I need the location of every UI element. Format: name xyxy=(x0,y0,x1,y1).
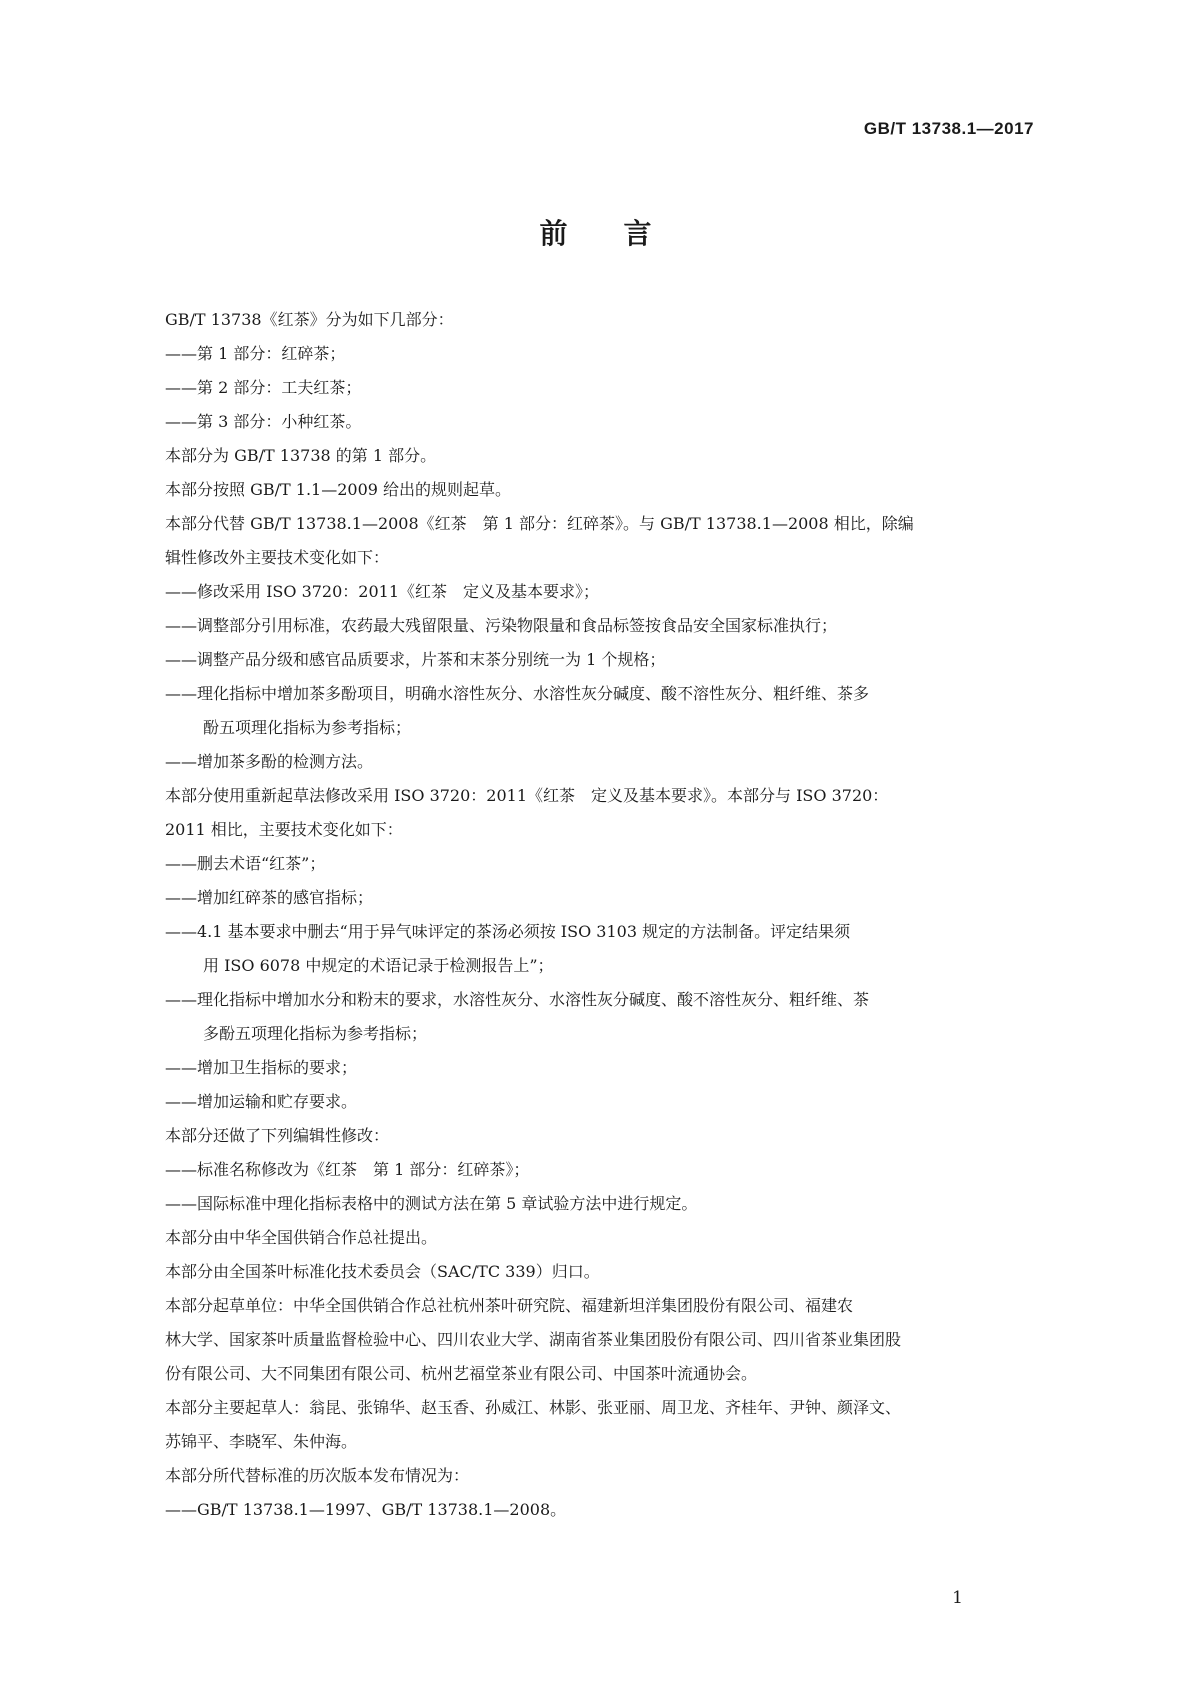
list-item: ——删去术语“红茶”； xyxy=(165,854,326,873)
list-item: ——修改采用 ISO 3720：2011《红茶 定义及基本要求》； xyxy=(165,582,600,601)
paragraph: 本部分还做了下列编辑性修改： xyxy=(165,1126,390,1145)
paragraph-continuation: 林大学、国家茶叶质量监督检验中心、四川农业大学、湖南省茶业集团股份有限公司、四川省茶业集团股 xyxy=(165,1330,902,1349)
list-item: ——标准名称修改为《红茶 第 1 部分：红碎茶》； xyxy=(165,1160,530,1179)
list-item: ——国际标准中理化指标表格中的测试方法在第 5 章试验方法中进行规定。 xyxy=(165,1194,698,1213)
paragraph-continuation: 苏锦平、李晓军、朱仲海。 xyxy=(165,1432,358,1451)
list-item-continuation: 多酚五项理化指标为参考指标； xyxy=(203,1024,428,1043)
list-item: ——调整产品分级和感官品质要求，片茶和末茶分别统一为 1 个规格； xyxy=(165,650,666,669)
list-item: ——增加红碎茶的感官指标； xyxy=(165,888,374,907)
paragraph: 本部分由全国茶叶标准化技术委员会（SAC/TC 339）归口。 xyxy=(165,1262,600,1281)
list-item: ——第 3 部分：小种红茶。 xyxy=(165,412,362,431)
list-item: ——理化指标中增加茶多酚项目，明确水溶性灰分、水溶性灰分碱度、酸不溶性灰分、粗纤维、茶多 xyxy=(165,684,870,703)
list-item-continuation: 用 ISO 6078 中规定的术语记录于检测报告上”； xyxy=(203,956,554,975)
list-item: ——调整部分引用标准，农药最大残留限量、污染物限量和食品标签按食品安全国家标准执行； xyxy=(165,616,838,635)
paragraph-continuation: 辑性修改外主要技术变化如下： xyxy=(165,548,390,567)
list-item: ——理化指标中增加水分和粉末的要求，水溶性灰分、水溶性灰分碱度、酸不溶性灰分、粗纤维、茶 xyxy=(165,990,870,1009)
list-item: ——增加茶多酚的检测方法。 xyxy=(165,752,374,771)
list-item: ——增加卫生指标的要求； xyxy=(165,1058,358,1077)
list-item: ——增加运输和贮存要求。 xyxy=(165,1092,358,1111)
list-item: ——GB/T 13738.1—1997、GB/T 13738.1—2008。 xyxy=(165,1500,567,1519)
paragraph: 本部分使用重新起草法修改采用 ISO 3720：2011《红茶 定义及基本要求》。本部分与 ISO 3720： xyxy=(165,786,889,805)
page-title xyxy=(0,212,1191,252)
title-char-1: 前 xyxy=(539,217,568,250)
paragraph: 本部分由中华全国供销合作总社提出。 xyxy=(165,1228,438,1247)
paragraph: 本部分为 GB/T 13738 的第 1 部分。 xyxy=(165,446,437,465)
paragraph: 本部分按照 GB/T 1.1—2009 给出的规则起草。 xyxy=(165,480,512,499)
list-item: ——第 2 部分：工夫红茶； xyxy=(165,378,362,397)
paragraph: 本部分所代替标准的历次版本发布情况为： xyxy=(165,1466,470,1485)
paragraph-continuation: 份有限公司、大不同集团有限公司、杭州艺福堂茶业有限公司、中国茶叶流通协会。 xyxy=(165,1364,758,1383)
list-item-continuation: 酚五项理化指标为参考指标； xyxy=(203,718,412,737)
paragraph: 本部分主要起草人：翁昆、张锦华、赵玉香、孙威江、林影、张亚丽、周卫龙、齐桂年、尹钟、颜泽文、 xyxy=(165,1398,902,1417)
title-char-2: 言 xyxy=(623,217,652,250)
page-number: 1 xyxy=(952,1588,963,1608)
intro-line: GB/T 13738《红茶》分为如下几部分： xyxy=(165,310,454,329)
paragraph: 本部分代替 GB/T 13738.1—2008《红茶 第 1 部分：红碎茶》。与 GB/T 13738.1—2008 相比，除编 xyxy=(165,514,914,533)
paragraph-continuation: 2011 相比，主要技术变化如下： xyxy=(165,820,403,839)
foreword-body xyxy=(165,303,985,1527)
paragraph: 本部分起草单位：中华全国供销合作总社杭州茶叶研究院、福建新坦洋集团股份有限公司、福建农 xyxy=(165,1296,854,1315)
list-item: ——第 1 部分：红碎茶； xyxy=(165,344,346,363)
list-item: ——4.1 基本要求中删去“用于异气味评定的茶汤必须按 ISO 3103 规定的方法制备。评定结果须 xyxy=(165,922,851,941)
standard-code: GB/T 13738.1—2017 xyxy=(863,119,1034,138)
